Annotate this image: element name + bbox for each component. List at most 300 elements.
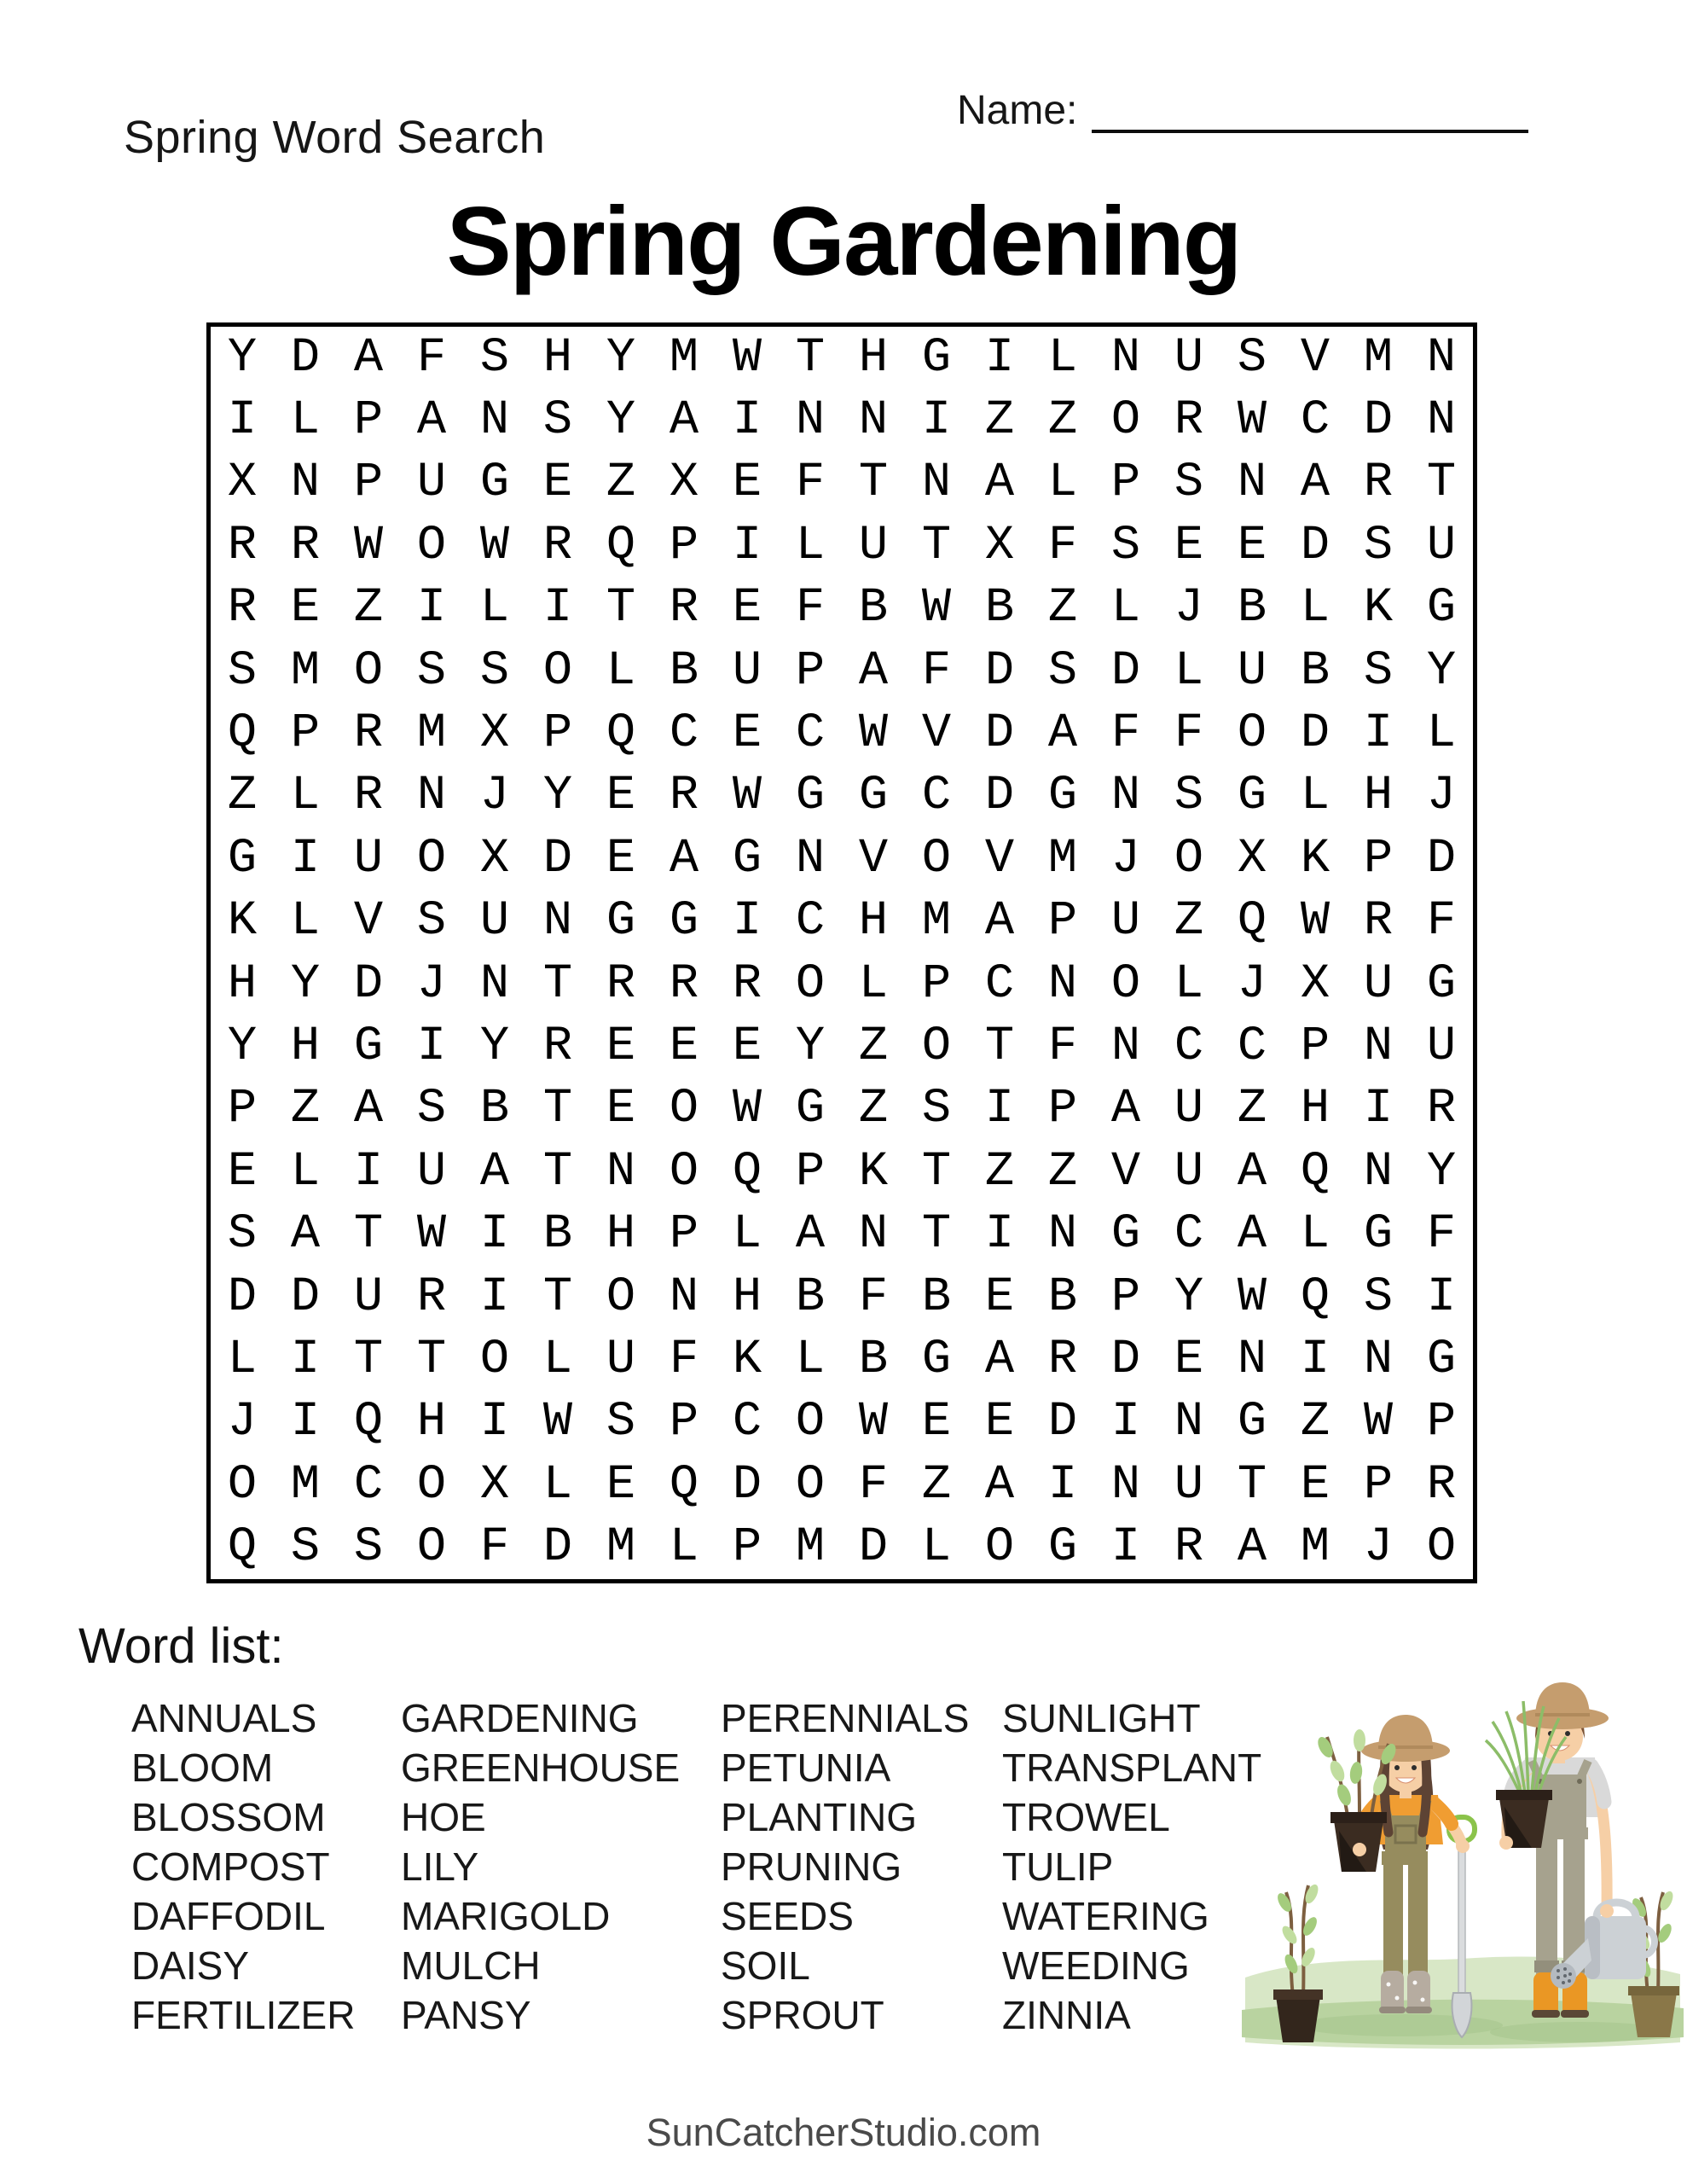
grid-letter: N [1110,769,1141,824]
grid-letter: U [1426,1019,1457,1075]
grid-letter: T [1426,456,1457,511]
grid-letter: A [984,894,1015,950]
grid-letter: A [1237,1520,1267,1576]
word-list-item: BLOOM [131,1745,274,1790]
grid-letter: W [353,518,384,573]
grid-letter: G [1426,956,1457,1012]
grid-letter: D [1110,643,1141,699]
grid-letter: G [606,894,636,950]
grid-letter: L [227,1333,258,1388]
grid-letter: D [984,769,1015,824]
grid-letter: I [227,393,258,449]
grid-letter: I [416,1019,447,1075]
grid-letter: C [795,706,826,762]
grid-letter: Q [227,706,258,762]
grid-letter: B [1300,643,1330,699]
grid-letter: U [606,1333,636,1388]
puzzle-title: Spring Gardening [446,188,1241,296]
grid-letter: S [227,643,258,699]
grid-letter: T [542,956,573,1012]
grid-letter: P [1110,1269,1141,1325]
grid-letter: C [353,1457,384,1513]
grid-letter: A [858,643,889,699]
grid-letter: D [227,1269,258,1325]
grid-letter: U [732,643,762,699]
grid-letter: T [542,1082,573,1137]
footer-website: SunCatcherStudio.com [646,2111,1041,2154]
word-list-item: FERTILIZER [131,1993,356,2037]
grid-letter: R [1174,1520,1204,1576]
grid-letter: I [1300,1333,1330,1388]
grid-letter: F [1426,894,1457,950]
grid-letter: Z [353,581,384,636]
grid-letter: R [732,956,762,1012]
grid-letter: U [858,518,889,573]
grid-letter: M [669,330,699,386]
grid-letter: Z [858,1019,889,1075]
grid-letter: O [921,831,952,886]
grid-letter: O [984,1520,1015,1576]
grid-letter: G [479,456,510,511]
grid-letter: N [606,1144,636,1199]
grid-letter: O [669,1082,699,1137]
grid-letter: N [479,393,510,449]
grid-letter: T [921,1207,952,1263]
grid-letter: F [1047,1019,1078,1075]
grid-letter: I [732,393,762,449]
grid-letter: G [1426,581,1457,636]
grid-letter: Q [1237,894,1267,950]
word-list-item: TULIP [1002,1844,1114,1889]
grid-letter: T [984,1019,1015,1075]
word-search-grid [206,322,1477,1583]
grid-letter: D [290,330,321,386]
grid-letter: I [290,1395,321,1450]
grid-letter: D [1426,831,1457,886]
grid-letter: S [1237,330,1267,386]
grid-letter: R [542,518,573,573]
grid-letter: R [1047,1333,1078,1388]
grid-letter: D [858,1520,889,1576]
grid-letter: T [542,1269,573,1325]
grid-letter: Z [227,769,258,824]
grid-letter: O [795,956,826,1012]
grid-letter: C [1237,1019,1267,1075]
grid-letter: C [1174,1019,1204,1075]
word-list-item: PANSY [401,1993,531,2037]
grid-letter: R [227,518,258,573]
grid-letter: P [227,1082,258,1137]
grid-letter: R [227,581,258,636]
name-blank-line [1092,94,1528,133]
word-list-item: DAISY [131,1943,250,1988]
grid-letter: N [290,456,321,511]
grid-letter: H [732,1269,762,1325]
grid-letter: A [290,1207,321,1263]
grid-letter: E [732,706,762,762]
grid-letter: H [1300,1082,1330,1137]
grid-letter: G [795,1082,826,1137]
grid-letter: I [1110,1520,1141,1576]
grid-letter: T [921,1144,952,1199]
grid-letter: S [479,643,510,699]
grid-letter: S [353,1520,384,1576]
grid-letter: T [416,1333,447,1388]
potted-plant-left [1273,1883,1323,2042]
grid-letter: F [795,456,826,511]
grid-letter: V [1300,330,1330,386]
grid-letter: W [416,1207,447,1263]
grid-letter: Y [227,1019,258,1075]
grid-letter: A [1237,1207,1267,1263]
grid-letter: S [416,894,447,950]
grid-letter: I [984,1082,1015,1137]
grid-letter: F [1426,1207,1457,1263]
grid-letter: Q [353,1395,384,1450]
grid-letter: G [669,894,699,950]
grid-letter: A [984,1457,1015,1513]
grid-letter: M [290,643,321,699]
grid-letter: C [1300,393,1330,449]
grid-letter: L [290,894,321,950]
grid-letter: L [1174,643,1204,699]
grid-letter: A [795,1207,826,1263]
grid-letter: G [1110,1207,1141,1263]
grid-letter: E [984,1395,1015,1450]
grid-letter: E [1300,1457,1330,1513]
grid-letter: I [732,518,762,573]
grid-letter: S [416,643,447,699]
grid-letter: U [353,1269,384,1325]
grid-letter: A [1110,1082,1141,1137]
grid-letter: I [984,330,1015,386]
grid-letter: L [290,1144,321,1199]
grid-letter: S [1363,518,1394,573]
grid-letter: Q [606,518,636,573]
grid-letter: E [1174,518,1204,573]
grid-letter: B [858,1333,889,1388]
grid-letter: S [1363,643,1394,699]
grid-letter: O [353,643,384,699]
grid-letter: G [1047,1520,1078,1576]
grid-letter: I [1426,1269,1457,1325]
grid-letter: D [1300,706,1330,762]
grid-letter: Z [1300,1395,1330,1450]
grid-letter: E [290,581,321,636]
grid-letter: Q [606,706,636,762]
grid-letter: Y [542,769,573,824]
grid-letter: G [921,330,952,386]
grid-letter: S [606,1395,636,1450]
grid-letter: X [984,518,1015,573]
grid-letter: A [353,330,384,386]
word-list-item: WATERING [1002,1894,1209,1938]
grid-letter: H [542,330,573,386]
grid-letter: L [1426,706,1457,762]
grid-letter: Y [1426,643,1457,699]
grid-letter: W [1300,894,1330,950]
grid-letter: O [542,643,573,699]
word-list-item: MARIGOLD [401,1894,611,1938]
grid-letter: S [227,1207,258,1263]
grid-letter: I [416,581,447,636]
grid-letter: W [1237,393,1267,449]
grid-letter: J [416,956,447,1012]
grid-letter: K [858,1144,889,1199]
grid-letter: Y [227,330,258,386]
grid-letter: G [1426,1333,1457,1388]
grid-letter: V [984,831,1015,886]
word-list-item: SUNLIGHT [1002,1696,1201,1740]
grid-letter: H [606,1207,636,1263]
grid-letter: L [290,393,321,449]
grid-letter: M [795,1520,826,1576]
grid-letter: O [1110,393,1141,449]
grid-letter: A [416,393,447,449]
grid-letter: D [353,956,384,1012]
grid-letter: B [795,1269,826,1325]
grid-letter: G [921,1333,952,1388]
grid-letter: N [1363,1019,1394,1075]
grid-letter: R [353,706,384,762]
grid-letter: E [227,1144,258,1199]
grid-letter: R [606,956,636,1012]
grid-letter: S [921,1082,952,1137]
grid-letter: T [921,518,952,573]
grid-letter: F [921,643,952,699]
gardeners-illustration [1238,1665,1687,2051]
grid-letter: E [732,581,762,636]
grid-letter: H [227,956,258,1012]
grid-letter: N [1047,1207,1078,1263]
grid-letter: N [1110,1019,1141,1075]
grid-letter: T [353,1207,384,1263]
grid-letter: N [1174,1395,1204,1450]
grid-letter: O [416,831,447,886]
grid-letter: T [795,330,826,386]
grid-letter: K [227,894,258,950]
grid-letter: C [669,706,699,762]
grid-letter: J [1110,831,1141,886]
word-list-item: BLOSSOM [131,1795,326,1839]
grid-letter: P [795,643,826,699]
grid-letter: L [795,1333,826,1388]
word-list-item: PERENNIALS [721,1696,970,1740]
grid-letter: T [542,1144,573,1199]
word-list-item: GREENHOUSE [401,1745,681,1790]
grid-letter: T [606,581,636,636]
grid-letter: N [542,894,573,950]
grid-letter: B [669,643,699,699]
grid-letter: R [669,769,699,824]
grid-letter: L [858,956,889,1012]
grid-letter: G [1363,1207,1394,1263]
grid-letter: D [984,643,1015,699]
grid-letter: F [479,1520,510,1576]
grid-letter: S [1174,769,1204,824]
grid-letter: Z [290,1082,321,1137]
grid-letter: A [1237,1144,1267,1199]
grid-letter: N [858,393,889,449]
grid-letter: O [606,1269,636,1325]
word-list-item: MULCH [401,1943,541,1988]
grid-letter: Y [606,330,636,386]
grid-letter: N [669,1269,699,1325]
grid-letter: K [732,1333,762,1388]
grid-letter: C [795,894,826,950]
grid-letter: U [1174,330,1204,386]
word-list-item: PLANTING [721,1795,918,1839]
grid-letter: P [1363,1457,1394,1513]
grid-letter: R [1426,1082,1457,1137]
grid-letter: E [542,456,573,511]
grid-letter: Q [1300,1269,1330,1325]
grid-letter: K [1300,831,1330,886]
grid-letter: P [1363,831,1394,886]
grid-letter: G [795,769,826,824]
grid-letter: U [416,1144,447,1199]
grid-letter: X [227,456,258,511]
grid-letter: W [858,1395,889,1450]
grid-letter: V [353,894,384,950]
grid-letter: V [1110,1144,1141,1199]
grid-letter: L [542,1333,573,1388]
grid-letter: H [1363,769,1394,824]
grid-letter: Z [1237,1082,1267,1137]
grid-letter: Q [227,1520,258,1576]
grid-letter: U [1174,1144,1204,1199]
grid-letter: J [227,1395,258,1450]
grid-letter: X [479,831,510,886]
grid-letter: O [416,1457,447,1513]
grid-letter: V [921,706,952,762]
grid-letter: E [732,456,762,511]
grid-letter: R [290,518,321,573]
grid-letter: I [479,1395,510,1450]
grid-letter: R [1426,1457,1457,1513]
grid-letter: E [1237,518,1267,573]
grid-letter: D [984,706,1015,762]
grid-letter: P [1110,456,1141,511]
grid-letter: I [1363,706,1394,762]
grid-letter: D [1110,1333,1141,1388]
grid-letter: F [416,330,447,386]
grid-letter: H [858,330,889,386]
grid-letter: A [984,456,1015,511]
grid-letter: M [921,894,952,950]
grid-letter: R [669,581,699,636]
grid-letter: F [669,1333,699,1388]
grid-letter: O [921,1019,952,1075]
grid-letter: G [732,831,762,886]
grid-letter: L [795,518,826,573]
grid-letter: A [353,1082,384,1137]
word-list-item: WEEDING [1002,1943,1190,1988]
grid-letter: Q [669,1457,699,1513]
grid-letter: U [1426,518,1457,573]
grid-letter: N [479,956,510,1012]
word-list-item: DAFFODIL [131,1894,326,1938]
grid-letter: N [1237,456,1267,511]
grid-letter: M [1047,831,1078,886]
grid-letter: O [1237,706,1267,762]
grid-letter: P [795,1144,826,1199]
word-list-item: LILY [401,1844,479,1889]
name-label: Name: [957,88,1078,133]
grid-letter: K [1363,581,1394,636]
grid-letter: L [732,1207,762,1263]
grid-letter: E [606,1457,636,1513]
grid-letter: C [984,956,1015,1012]
grid-letter: W [858,706,889,762]
word-list-item: ZINNIA [1002,1993,1131,2037]
grid-letter: C [1174,1207,1204,1263]
grid-letter: N [795,831,826,886]
grid-letter: B [984,581,1015,636]
grid-letter: N [1237,1333,1267,1388]
grid-letter: N [1047,956,1078,1012]
grid-letter: P [353,456,384,511]
word-list-column [1002,1693,1261,2040]
grid-letter: F [1174,706,1204,762]
grid-letter: D [1363,393,1394,449]
grid-letter: L [1047,456,1078,511]
worksheet-title: Spring Word Search [124,112,546,164]
grid-letter: V [858,831,889,886]
grid-letter: Q [732,1144,762,1199]
grid-letter: W [732,769,762,824]
grid-letter: S [290,1520,321,1576]
grid-letter: I [290,1333,321,1388]
grid-letter: D [542,1520,573,1576]
grid-letter: T [1237,1457,1267,1513]
grid-letter: W [1237,1269,1267,1325]
grid-letter: L [1110,581,1141,636]
grid-letter: E [606,1019,636,1075]
grid-letter: W [479,518,510,573]
grid-letter: J [1363,1520,1394,1576]
grid-letter: X [479,1457,510,1513]
grid-letter: Z [1174,894,1204,950]
grid-letter: U [479,894,510,950]
grid-letter: U [416,456,447,511]
grid-letter: S [1047,643,1078,699]
grid-letter: A [479,1144,510,1199]
grid-letter: E [606,831,636,886]
grid-letter: D [1300,518,1330,573]
grid-letter: B [1237,581,1267,636]
grid-letter: U [1174,1082,1204,1137]
grid-letter: I [290,831,321,886]
grid-letter: Y [606,393,636,449]
word-list-item: TROWEL [1002,1795,1170,1839]
grid-letter: A [1300,456,1330,511]
grid-letter: N [416,769,447,824]
grid-letter: G [1237,1395,1267,1450]
grid-letter: R [416,1269,447,1325]
grid-letter: N [1110,1457,1141,1513]
grid-letter: U [1110,894,1141,950]
grid-letter: N [1363,1333,1394,1388]
grid-letter: B [1047,1269,1078,1325]
grid-letter: C [921,769,952,824]
grid-letter: N [1426,330,1457,386]
grid-letter: N [1363,1144,1394,1199]
grid-letter: J [479,769,510,824]
grid-letter: U [1237,643,1267,699]
grid-letter: I [479,1207,510,1263]
grid-letter: O [795,1395,826,1450]
